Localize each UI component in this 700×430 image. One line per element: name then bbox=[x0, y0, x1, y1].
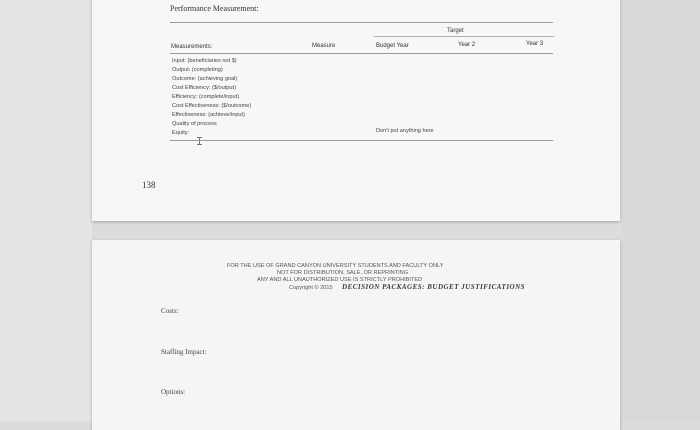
budget-year-header: Budget Year bbox=[376, 43, 409, 49]
measure-header: Measure bbox=[312, 43, 336, 49]
section-title: Performance Measurement: bbox=[170, 4, 259, 13]
list-item: Output: (completing) bbox=[172, 67, 223, 73]
costs-label: Costs: bbox=[161, 307, 179, 315]
staffing-impact-label: Staffing Impact: bbox=[161, 348, 207, 356]
list-item: Outcome: (achieving goal) bbox=[172, 76, 238, 82]
target-rule bbox=[374, 36, 554, 37]
measurements-header: Measurements: bbox=[171, 44, 213, 50]
header-rule bbox=[170, 53, 553, 54]
notice-line: FOR THE USE OF GRAND CANYON UNIVERSITY STUDENTS AND FACULTY ONLY bbox=[227, 263, 444, 269]
year3-header: Year 3 bbox=[526, 41, 544, 47]
list-item: Effectiveness: (achieve/input) bbox=[172, 112, 245, 118]
year2-header: Year 2 bbox=[458, 42, 476, 48]
placeholder-note: Don't put anything here bbox=[376, 128, 434, 134]
options-label: Options: bbox=[161, 388, 186, 396]
list-item: Quality of process bbox=[172, 121, 217, 127]
copyright-notice: Copyright © 2015 bbox=[289, 285, 333, 291]
notice-line: NOT FOR DISTRIBUTION, SALE, OR REPRINTING bbox=[277, 270, 409, 276]
left-margin bbox=[0, 0, 92, 422]
bottom-page bbox=[92, 240, 620, 430]
list-item: Input: (beneficiaries not $) bbox=[172, 58, 237, 64]
text-cursor-icon bbox=[199, 137, 204, 145]
list-item: Equity: bbox=[172, 130, 190, 136]
running-header: DECISION PACKAGES: BUDGET JUSTIFICATIONS bbox=[342, 283, 526, 291]
right-margin bbox=[622, 0, 700, 422]
list-item: Cost Efficiency: ($/output) bbox=[172, 85, 236, 91]
list-item: Efficiency: (complete/input) bbox=[172, 94, 240, 100]
target-header: Target bbox=[447, 28, 464, 34]
list-item: Cost Effectiveness: ($/outcome) bbox=[172, 103, 252, 109]
page-number: 138 bbox=[142, 180, 156, 190]
bottom-rule bbox=[170, 140, 553, 141]
top-page bbox=[92, 0, 620, 221]
title-rule bbox=[170, 22, 553, 23]
notice-line: ANY AND ALL UNAUTHORIZED USE IS STRICTLY PROHIBITED bbox=[257, 277, 423, 283]
